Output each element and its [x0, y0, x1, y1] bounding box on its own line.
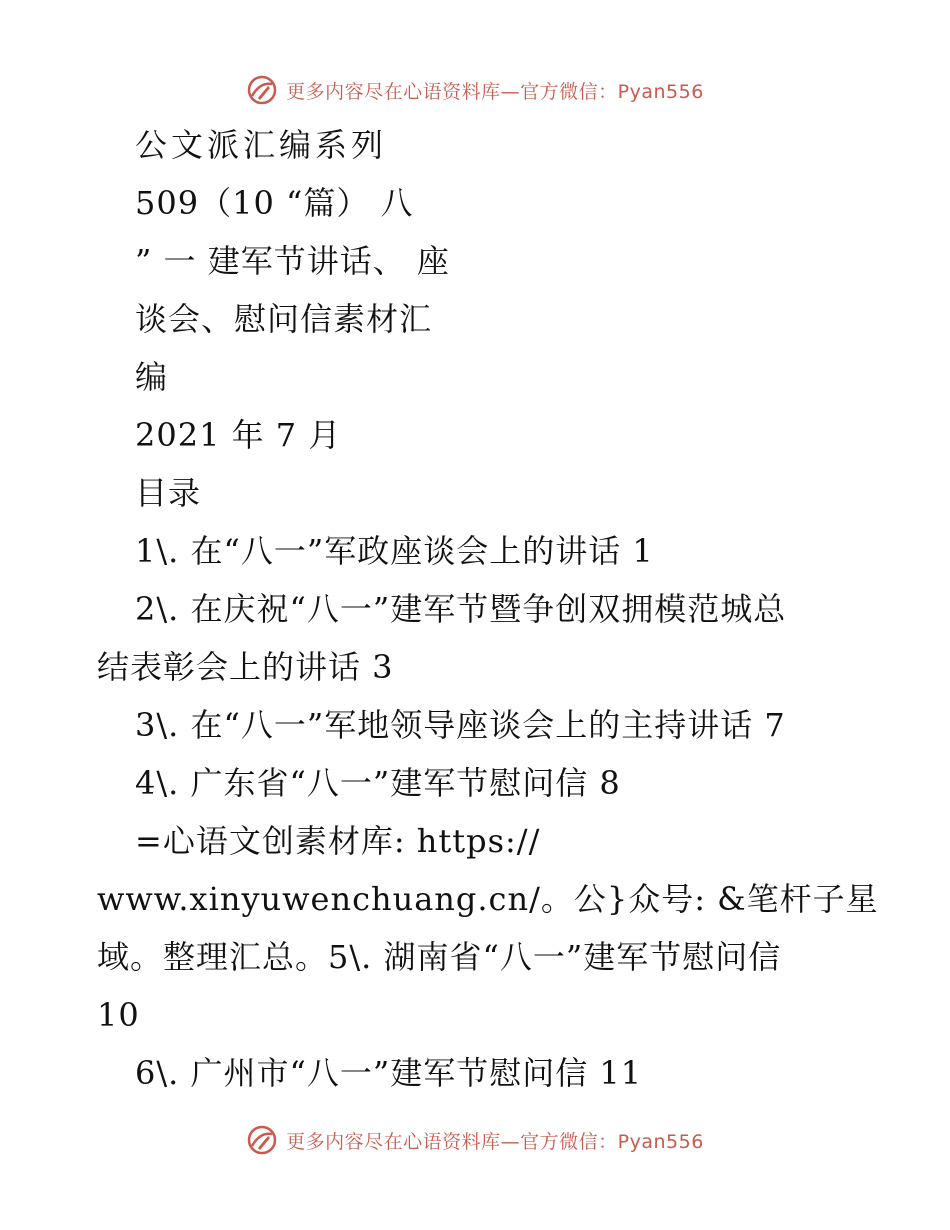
doc-line: 谈会、慰问信素材汇 — [135, 300, 433, 338]
toc-item-continuation: 结表彰会上的讲话 3 — [97, 648, 394, 686]
toc-item: 6\. 广州市“八一”建军节慰问信 11 — [135, 1054, 643, 1092]
doc-line: 公文派汇编系列 — [135, 126, 388, 164]
toc-item: 3\. 在“八一”军地领导座谈会上的主持讲话 7 — [135, 706, 786, 744]
toc-heading: 目录 — [135, 474, 202, 512]
doc-line: 509（10 “篇） 八 — [135, 184, 414, 222]
pen-logo-icon — [246, 74, 278, 106]
source-note: =心语文创素材库: https:// — [135, 822, 541, 860]
source-note: www.xinyuwenchuang.cn/。公}众号: &笔杆子星 — [97, 880, 879, 918]
banner-text: 更多内容尽在心语资料库—官方微信：Pyan556 — [286, 80, 704, 103]
banner-text: 更多内容尽在心语资料库—官方微信：Pyan556 — [286, 1130, 704, 1153]
toc-item-continuation: 10 — [97, 996, 140, 1034]
toc-item: 4\. 广东省“八一”建军节慰问信 8 — [135, 764, 621, 802]
toc-item: 1\. 在“八一”军政座谈会上的讲话 1 — [135, 532, 654, 570]
footer-watermark-banner — [0, 1120, 950, 1160]
toc-item: 域。整理汇总。5\. 湖南省“八一”建军节慰问信 — [97, 938, 782, 976]
doc-line: 编 — [135, 358, 169, 396]
header-watermark-banner — [0, 70, 950, 110]
document-body — [97, 116, 879, 1102]
doc-line: ” 一 建军节讲话、 座 — [135, 242, 450, 280]
toc-item: 2\. 在庆祝“八一”建军节暨争创双拥模范城总 — [135, 590, 787, 628]
pen-logo-icon — [246, 1124, 278, 1156]
doc-date: 2021 年 7 月 — [135, 416, 342, 454]
